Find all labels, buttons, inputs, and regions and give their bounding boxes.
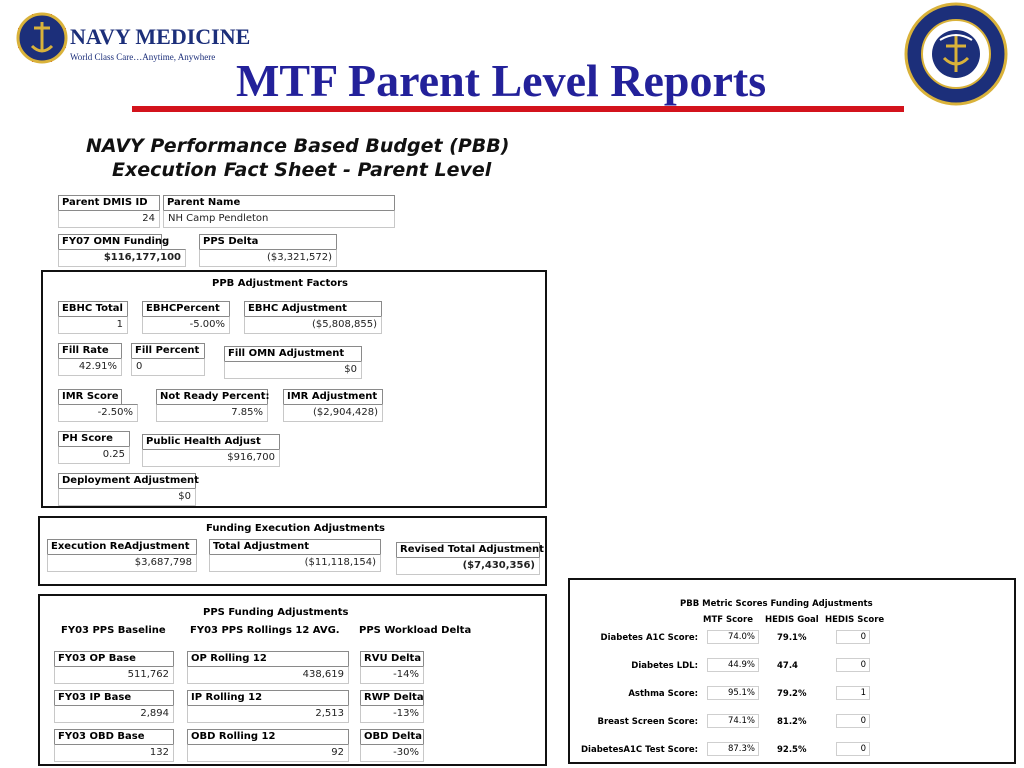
fill-omn-adjustment-field: Fill OMN Adjustment $0 xyxy=(224,346,362,379)
heading-line-2: Execution Fact Sheet - Parent Level xyxy=(112,159,492,181)
rwp-delta-field: RWP Delta -13% xyxy=(360,690,424,723)
total-adjustment-field: Total Adjustment ($11,118,154) xyxy=(209,539,381,572)
metric-mtf-score: 74.0% xyxy=(707,630,759,644)
metric-hedis-goal: 79.1% xyxy=(777,633,807,643)
pps-workload-delta-heading: PPS Workload Delta xyxy=(359,625,472,636)
ebhc-adjustment-field: EBHC Adjustment ($5,808,855) xyxy=(244,301,382,334)
logo-name: NAVY MEDICINE xyxy=(70,24,251,49)
bumed-seal-logo xyxy=(902,0,1010,108)
imr-adjustment-field: IMR Adjustment ($2,904,428) xyxy=(283,389,383,422)
ebhc-total-field: EBHC Total 1 xyxy=(58,301,128,334)
metric-hedis-goal: 81.2% xyxy=(777,717,807,727)
metric-hedis-score: 1 xyxy=(836,686,870,700)
metric-label: Asthma Score: xyxy=(628,689,698,699)
deployment-adjustment-field: Deployment Adjustment $0 xyxy=(58,473,196,506)
metric-hedis-goal: 47.4 xyxy=(777,661,798,671)
metric-hedis-score: 0 xyxy=(836,658,870,672)
fy07-omn-field: FY07 OMN Funding $116,177,100 xyxy=(58,234,186,267)
metrics-title: PBB Metric Scores Funding Adjustments xyxy=(680,599,873,609)
metric-hedis-goal: 79.2% xyxy=(777,689,807,699)
op-rolling-12-field: OP Rolling 12 438,619 xyxy=(187,651,349,684)
public-health-adjust-field: Public Health Adjust $916,700 xyxy=(142,434,280,467)
pps-baseline-heading: FY03 PPS Baseline xyxy=(61,625,166,636)
funding-execution-title: Funding Execution Adjustments xyxy=(206,523,385,534)
pps-delta-field: PPS Delta ($3,321,572) xyxy=(199,234,337,267)
ebhc-percent-field: EBHCPercent -5.00% xyxy=(142,301,230,334)
metric-mtf-score: 95.1% xyxy=(707,686,759,700)
pps-funding-title: PPS Funding Adjustments xyxy=(203,607,349,618)
metric-label: DiabetesA1C Test Score: xyxy=(580,745,698,755)
not-ready-percent-field: Not Ready Percent: 7.85% xyxy=(156,389,268,422)
heading-line-1: NAVY Performance Based Budget (PBB) xyxy=(86,135,510,157)
ph-score-field: PH Score 0.25 xyxy=(58,431,130,464)
pbb-metric-scores-panel xyxy=(568,578,1016,764)
metric-mtf-score: 44.9% xyxy=(707,658,759,672)
metrics-col-hedis: HEDIS Score xyxy=(825,615,885,625)
imr-score-field: IMR Score -2.50% xyxy=(58,389,138,422)
document-heading xyxy=(86,134,509,182)
metric-hedis-goal: 92.5% xyxy=(777,745,807,755)
fy03-ip-base-field: FY03 IP Base 2,894 xyxy=(54,690,174,723)
ppb-adjustment-title: PPB Adjustment Factors xyxy=(212,278,348,289)
title-rule xyxy=(132,106,904,112)
metric-label: Diabetes LDL: xyxy=(631,661,698,671)
obd-delta-field: OBD Delta -30% xyxy=(360,729,424,762)
metric-mtf-score: 74.1% xyxy=(707,714,759,728)
slide-title: MTF Parent Level Reports xyxy=(236,55,767,106)
metric-label: Diabetes A1C Score: xyxy=(600,633,698,643)
logo-tagline: World Class Care…Anytime, Anywhere xyxy=(70,52,216,62)
parent-name-field: Parent Name NH Camp Pendleton xyxy=(163,195,395,228)
ip-rolling-12-field: IP Rolling 12 2,513 xyxy=(187,690,349,723)
fy03-obd-base-field: FY03 OBD Base 132 xyxy=(54,729,174,762)
rvu-delta-field: RVU Delta -14% xyxy=(360,651,424,684)
metric-mtf-score: 87.3% xyxy=(707,742,759,756)
fill-rate-field: Fill Rate 42.91% xyxy=(58,343,122,376)
execution-readjustment-field: Execution ReAdjustment $3,687,798 xyxy=(47,539,197,572)
obd-rolling-12-field: OBD Rolling 12 92 xyxy=(187,729,349,762)
metrics-col-mtf: MTF Score xyxy=(703,615,753,625)
metric-hedis-score: 0 xyxy=(836,742,870,756)
revised-total-adjustment-field: Revised Total Adjustment ($7,430,356) xyxy=(396,542,540,575)
metric-hedis-score: 0 xyxy=(836,714,870,728)
fill-percent-field: Fill Percent 0 xyxy=(131,343,205,376)
metric-label: Breast Screen Score: xyxy=(597,717,698,727)
metrics-col-goal: HEDIS Goal xyxy=(765,615,819,625)
parent-dmis-field: Parent DMIS ID 24 xyxy=(58,195,160,228)
pps-rollings-heading: FY03 PPS Rollings 12 AVG. xyxy=(190,625,340,636)
metric-hedis-score: 0 xyxy=(836,630,870,644)
fy03-op-base-field: FY03 OP Base 511,762 xyxy=(54,651,174,684)
navy-medicine-logo xyxy=(6,6,251,74)
